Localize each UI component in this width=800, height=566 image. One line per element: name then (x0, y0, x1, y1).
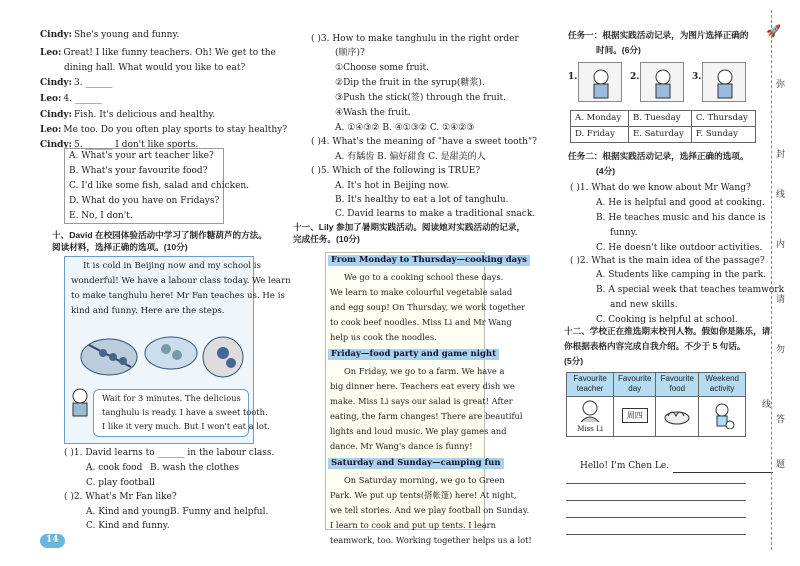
speaker: Cindy: (40, 78, 72, 88)
picture-label: 1. (568, 72, 578, 82)
option-item: C. I'd like some fish, salad and chicken. (69, 181, 250, 191)
table-header: Favourite teacher (567, 373, 614, 397)
passage-line: to make tanghulu here! Mr Fan teaches us. He is (71, 291, 285, 301)
dialog-line (40, 78, 112, 90)
activity-cell (699, 396, 746, 436)
record-line: We learn to make colourful vegetable salad (330, 287, 513, 297)
dialog-text: She's young and funny. (73, 30, 180, 40)
question-5: ( )5. Which of the following is TRUE? (311, 166, 481, 176)
speaker: Cindy: (40, 110, 72, 120)
noodles-icon (662, 404, 692, 426)
day-option: B. Tuesday (629, 111, 692, 127)
record-line: we tell stories. And we play football on Sunday. (330, 505, 530, 515)
day-option: F. Sunday (691, 127, 755, 143)
middle-column (285, 0, 535, 566)
right-question-2: ( )2. What is the main idea of the passage? (570, 256, 765, 266)
q3-options: A. ①④③② B. ④①③② C. ①④②③ (335, 123, 475, 133)
q1-option-c: C. play football (86, 478, 155, 488)
binding-margin (754, 0, 800, 566)
day-option: E. Saturday (629, 127, 692, 143)
record-line: make. Miss Li says our salad is great! After (330, 396, 513, 406)
q2-option-a: A. Kind and young. (86, 507, 173, 517)
task-two-title-2: (4分) (596, 166, 616, 176)
dialog-line (40, 63, 245, 75)
section-eleven-title: 十一、Lily 参加了暑期实践活动。阅读她对实践活动的记录，完成任务。(10分) (293, 222, 526, 245)
q5-option: C. David learns to make a traditional snack. (335, 209, 536, 219)
intro-text: Hello! I'm Chen Le. (580, 461, 670, 471)
r2-option: and new skills. (610, 300, 678, 310)
q5-option: A. It's hot in Beijing now. (335, 181, 450, 191)
dialog-line (40, 94, 102, 106)
intro-line (580, 461, 773, 473)
q1-option-a: A. cook food (86, 463, 143, 473)
q1-option-b: B. wash the clothes (150, 463, 239, 473)
r1-option: B. He teaches music and his dance is (596, 213, 766, 223)
binding-char: 弥 (776, 80, 786, 90)
record-box (325, 252, 532, 545)
page-number: 14 (40, 534, 65, 548)
binding-char: 线 (776, 190, 786, 200)
day-cell (614, 396, 656, 436)
r1-option: C. He doesn't like outdoor activities. (596, 243, 763, 253)
r2-option: C. Cooking is helpful at school. (596, 315, 738, 325)
bubble-line: I like it very much. But I won't eat a lot. (102, 421, 270, 431)
record-line: On Saturday morning, we go to Green (344, 475, 505, 485)
days-table (570, 110, 756, 143)
option-item: A. What's your art teacher like? (69, 151, 214, 161)
q3-step: ④Wash the fruit. (335, 108, 411, 118)
passage-line: wonderful! We have a labour class today. We learn (71, 276, 291, 286)
task-one-title: 任务一：根据实践活动记录，为图片选择正确的 (568, 30, 749, 40)
dialog-line (40, 48, 276, 60)
dialog-text: 5. ______ I don't like sports. (73, 140, 199, 150)
activity-picture (640, 62, 684, 102)
q2-option-c: C. Kind and funny. (86, 521, 170, 531)
picture-label: 3. (692, 72, 702, 82)
binding-char: 封 (776, 150, 786, 160)
record-heading: Saturday and Sunday—camping fun (328, 458, 504, 469)
table-header: Favourite food (656, 373, 699, 397)
record-line: big dinner here. Teachers eat every dish we (330, 381, 515, 391)
teacher-icon (576, 398, 604, 422)
profile-table (566, 372, 746, 437)
r2-option: B. A special week that teaches teamwork (596, 285, 785, 295)
record-line: to cook beef noodles. Miss Li and Mr Wang (330, 317, 512, 327)
r1-option: A. He is helpful and good at cooking. (596, 198, 765, 208)
dialog-text: 4. ______ (63, 94, 102, 104)
bubble-line: Wait for 3 minutes. The delicious (102, 393, 241, 403)
record-line: eating, the farm changes! There are beautiful (330, 411, 523, 421)
section-twelve-title: 十二、学校正在推选期末校刊人物。假如你是陈乐，请 (564, 326, 771, 336)
food-cell (656, 396, 699, 436)
football-icon (708, 401, 736, 429)
q3-step: ②Dip the fruit in the syrup(糖浆). (335, 78, 485, 88)
section-twelve-title-3: (5分) (564, 356, 584, 366)
q3-step: ①Choose some fruit. (335, 63, 429, 73)
question-3: ( )3. How to make tanghulu in the right order (311, 34, 519, 44)
day-card: 周四 (622, 408, 648, 423)
option-item: B. What's your favourite food? (69, 166, 208, 176)
record-heading: From Monday to Thursday—cooking days (328, 255, 530, 266)
section-ten-title: 十、David 在校园体验活动中学习了制作糖葫芦的方法。阅读材料，选择正确的选项。(10分) (52, 230, 267, 253)
left-column (0, 0, 291, 566)
speaker: Cindy: (40, 140, 72, 150)
binding-char: 答 (776, 415, 786, 425)
q5-option: B. It's healthy to eat a lot of tanghulu. (335, 195, 509, 205)
boy-icon (69, 387, 91, 417)
day-option: A. Monday (571, 111, 629, 127)
record-line: I learn to cook and put up tents. I learn (330, 520, 496, 530)
picture-label: 2. (630, 72, 640, 82)
task-one-title-2: 时间。(6分) (596, 45, 641, 55)
dialog-text: Great! I like funny teachers. Oh! We get to the (63, 48, 276, 58)
record-heading: Friday—food party and game night (328, 349, 499, 360)
record-line: Park. We put up tents(搭帐篷) here! At night, (330, 490, 517, 500)
r2-option: A. Students like camping in the park. (596, 270, 767, 280)
table-header: Weekend activity (699, 373, 746, 397)
dialog-line (40, 110, 215, 122)
day-option: C. Thursday (691, 111, 755, 127)
q4-options: A. 有龋齿 B. 偏好甜食 C. 是甜美的人 (335, 152, 486, 162)
record-line: dance. Mr Wang's dance is funny! (330, 441, 473, 451)
options-box (64, 148, 250, 224)
q2-option-b: B. Funny and helpful. (170, 507, 269, 517)
speech-bubble (93, 389, 270, 437)
right-question-1: ( )1. What do we know about Mr Wang? (570, 183, 751, 193)
option-item: E. No, I don't. (69, 211, 133, 221)
record-line: teamwork, too. Working together helps us a lot! (330, 535, 532, 545)
speaker: Leo: (40, 125, 62, 135)
dialog-text: Fish. It's delicious and healthy. (73, 110, 216, 120)
table-header: Favourite day (614, 373, 656, 397)
binding-char: 勿 (776, 345, 786, 355)
teacher-name: Miss Li (577, 425, 603, 434)
rocket-icon: 🚀 (766, 24, 781, 38)
question-4: ( )4. What's the meaning of "have a sweet tooth"? (311, 137, 537, 147)
bubble-line: tanghulu is ready. I have a sweet tooth. (102, 407, 268, 417)
record-line: We go to a cooking school these days. (344, 272, 504, 282)
passage-box (64, 256, 291, 444)
r1-option: funny. (610, 228, 638, 238)
right-column (540, 0, 785, 566)
binding-line-label: 线 (762, 400, 772, 410)
dialog-line (40, 30, 179, 42)
teacher-cell (567, 396, 614, 436)
speaker: Cindy: (40, 30, 72, 40)
question-3-sub: (顺序)? (335, 48, 365, 58)
q3-step: ③Push the stick(签) through the fruit. (335, 93, 507, 103)
option-item: D. What do you have on Fridays? (69, 196, 220, 206)
speaker: Leo: (40, 48, 62, 58)
record-line: On Friday, we go to a farm. We have a (344, 366, 505, 376)
dialog-text: dining hall. What would you like to eat? (64, 63, 246, 73)
dialog-text: 3. ______ (73, 78, 113, 88)
speaker: Leo: (40, 94, 62, 104)
activity-picture (702, 62, 746, 102)
passage-line: kind and funny. Here are the steps. (71, 306, 225, 316)
record-line: help us cook the noodles. (330, 332, 437, 342)
dialog-text: Me too. Do you often play sports to stay healthy? (63, 125, 288, 135)
binding-char: 请 (776, 295, 786, 305)
binding-char: 内 (776, 240, 786, 250)
day-option: D. Friday (571, 127, 629, 143)
binding-char: 题 (776, 460, 786, 470)
task-two-title: 任务二：根据实践活动记录，选择正确的选项。 (568, 151, 749, 161)
activity-picture (578, 62, 622, 102)
dialog-line (40, 125, 287, 137)
question-2: ( )2. What's Mr Fan like? (64, 492, 177, 502)
record-line: lights and loud music. We play games and (330, 426, 507, 436)
steps-illustration (71, 327, 246, 385)
record-line: and egg soup! On Thursday, we work together (330, 302, 526, 312)
section-twelve-title-2: 你根据表格内容完成自我介绍。不少于 5 句话。 (564, 341, 746, 351)
passage-line: It is cold in Beijing now and my school is (83, 261, 261, 271)
question-1: ( )1. David learns to ______ in the labour class. (64, 448, 275, 458)
